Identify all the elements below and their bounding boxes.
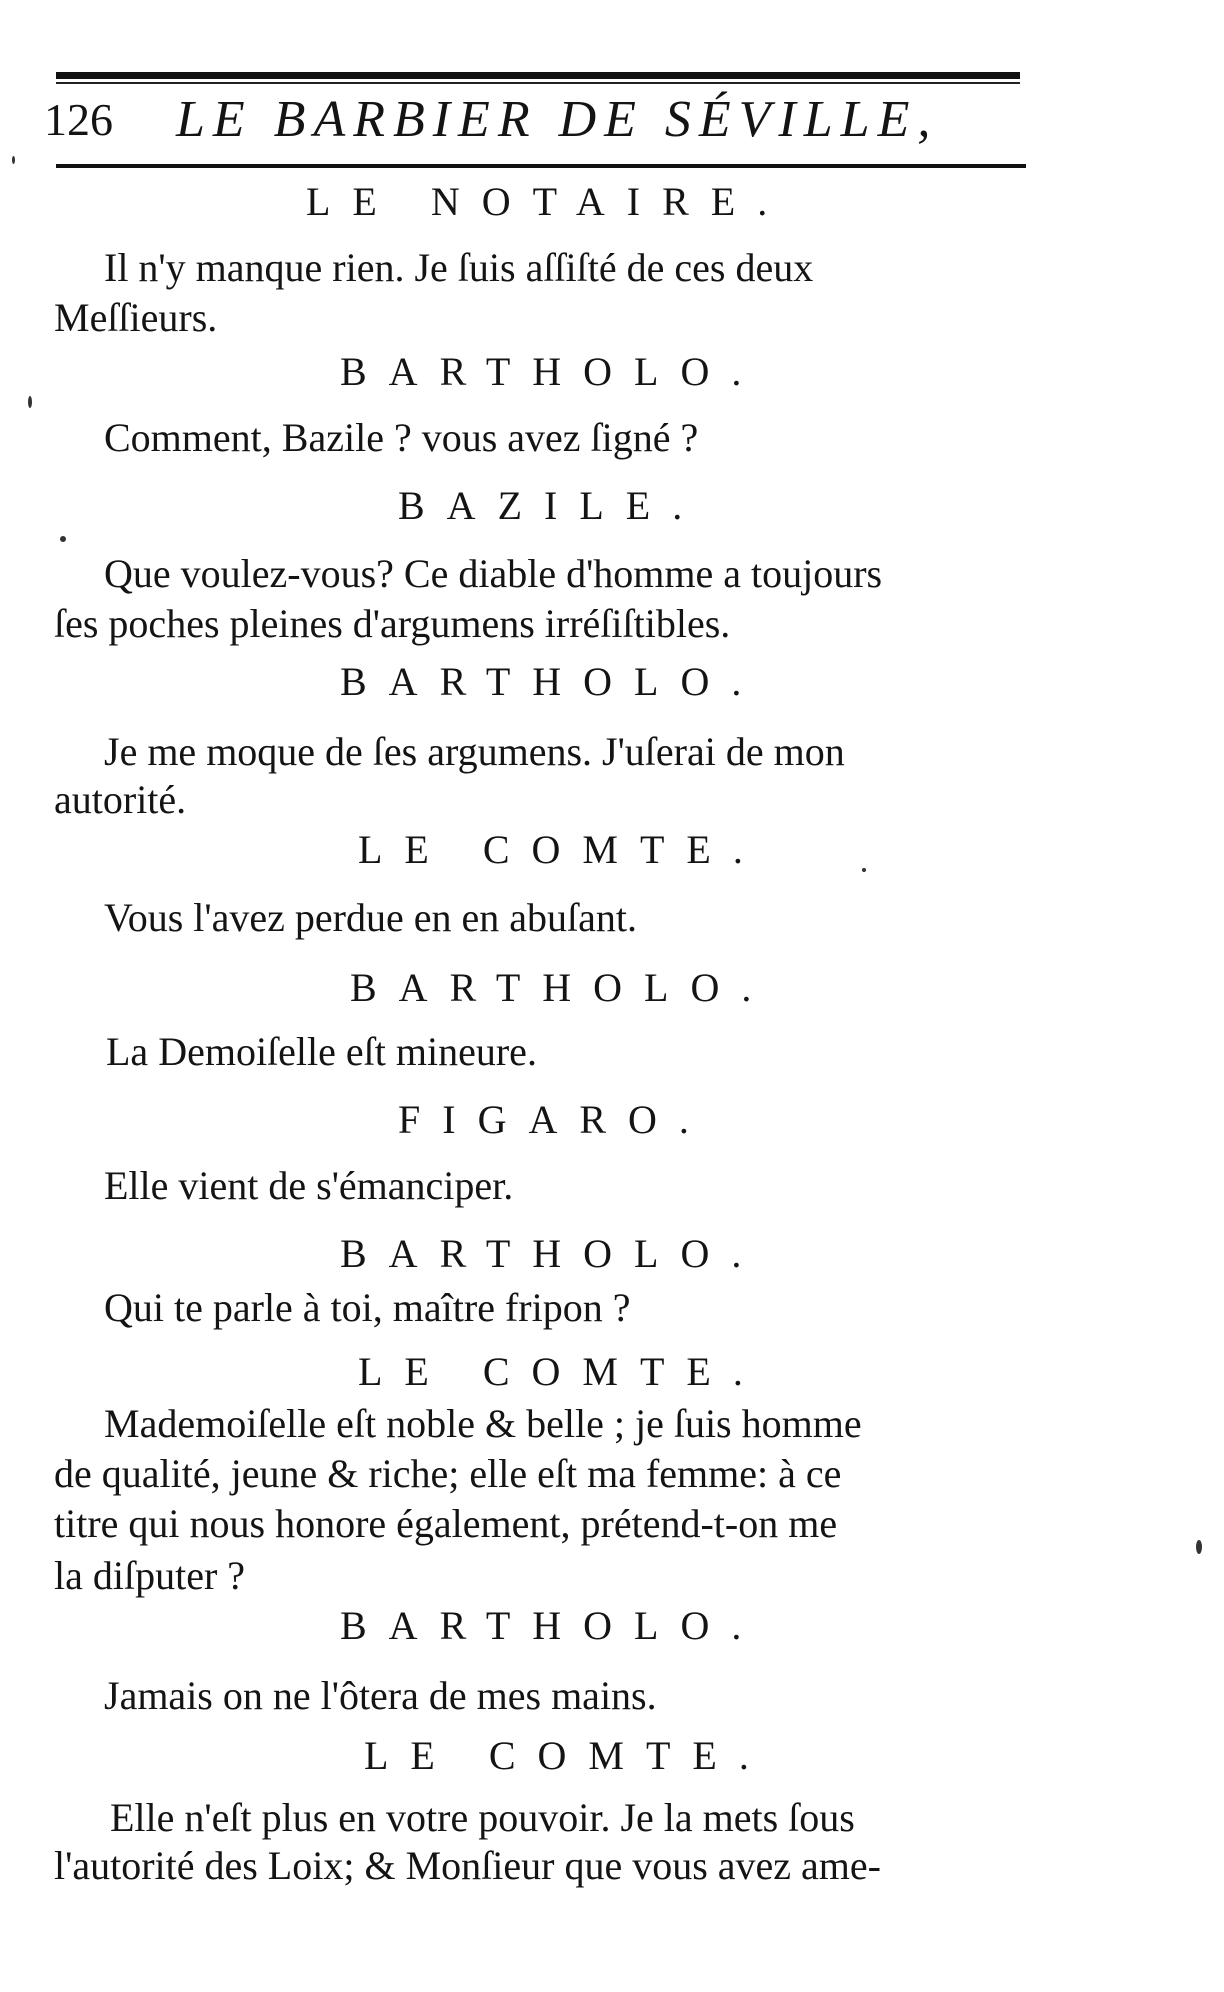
- dialogue-line: la diſputer ?: [54, 1553, 246, 1598]
- speaker-name: BARTHOLO.: [350, 965, 774, 1010]
- speaker-name: BARTHOLO.: [340, 1231, 764, 1276]
- dialogue-line: l'autorité des Loix; & Monſieur que vous avez ame-: [54, 1843, 881, 1888]
- speaker-name: LE COMTE.: [358, 827, 765, 872]
- speaker-name: BARTHOLO.: [340, 659, 764, 704]
- dialogue-line: Elle vient de s'émanciper.: [104, 1163, 514, 1208]
- dialogue-line: Mademoiſelle eſt noble & belle ; je ſuis homme: [104, 1401, 862, 1446]
- dialogue-line: de qualité, jeune & riche; elle eſt ma femme: à ce: [54, 1451, 842, 1496]
- dialogue-line: ſes poches pleines d'argumens irréſiſtibles.: [54, 601, 731, 646]
- speaker-name: FIGARO.: [398, 1097, 711, 1142]
- dialogue-line: Jamais on ne l'ôtera de mes mains.: [104, 1673, 657, 1718]
- dialogue-line: Qui te parle à toi, maître fripon ?: [104, 1285, 631, 1330]
- speaker-name: LE NOTAIRE.: [306, 179, 790, 224]
- speaker-name: BAZILE.: [398, 483, 705, 528]
- scan-speck: [1196, 1540, 1202, 1554]
- dialogue-line: titre qui nous honore également, prétend-t-on me: [54, 1501, 838, 1546]
- dialogue-line: autorité.: [54, 777, 187, 822]
- dialogue-line: Elle n'eſt plus en votre pouvoir. Je la mets ſous: [110, 1795, 855, 1840]
- scan-speck: [28, 396, 32, 408]
- speaker-name: BARTHOLO.: [340, 1603, 764, 1648]
- dialogue-line: La Demoiſelle eſt mineure.: [106, 1029, 537, 1074]
- dialogue-line: Vous l'avez perdue en en abuſant.: [104, 895, 637, 940]
- dialogue-line: Comment, Bazile ? vous avez ſigné ?: [104, 415, 699, 460]
- dialogue-line: Je me moque de ſes argumens. J'uſerai de mon: [104, 729, 845, 774]
- speaker-name: LE COMTE.: [358, 1349, 765, 1394]
- scan-speck: [862, 868, 866, 872]
- scan-speck: [12, 156, 15, 164]
- page-number: 126: [44, 94, 113, 145]
- dialogue-line: Meſſieurs.: [54, 295, 218, 340]
- running-title: LE BARBIER DE SÉVILLE,: [176, 91, 939, 148]
- scan-speck: [60, 536, 66, 542]
- speaker-name: BARTHOLO.: [340, 349, 764, 394]
- dialogue-line: Que voulez-vous? Ce diable d'homme a toujours: [104, 551, 883, 596]
- dialogue-line: Il n'y manque rien. Je ſuis aſſiſté de ces deux: [104, 245, 814, 290]
- speaker-name: LE COMTE.: [364, 1733, 771, 1778]
